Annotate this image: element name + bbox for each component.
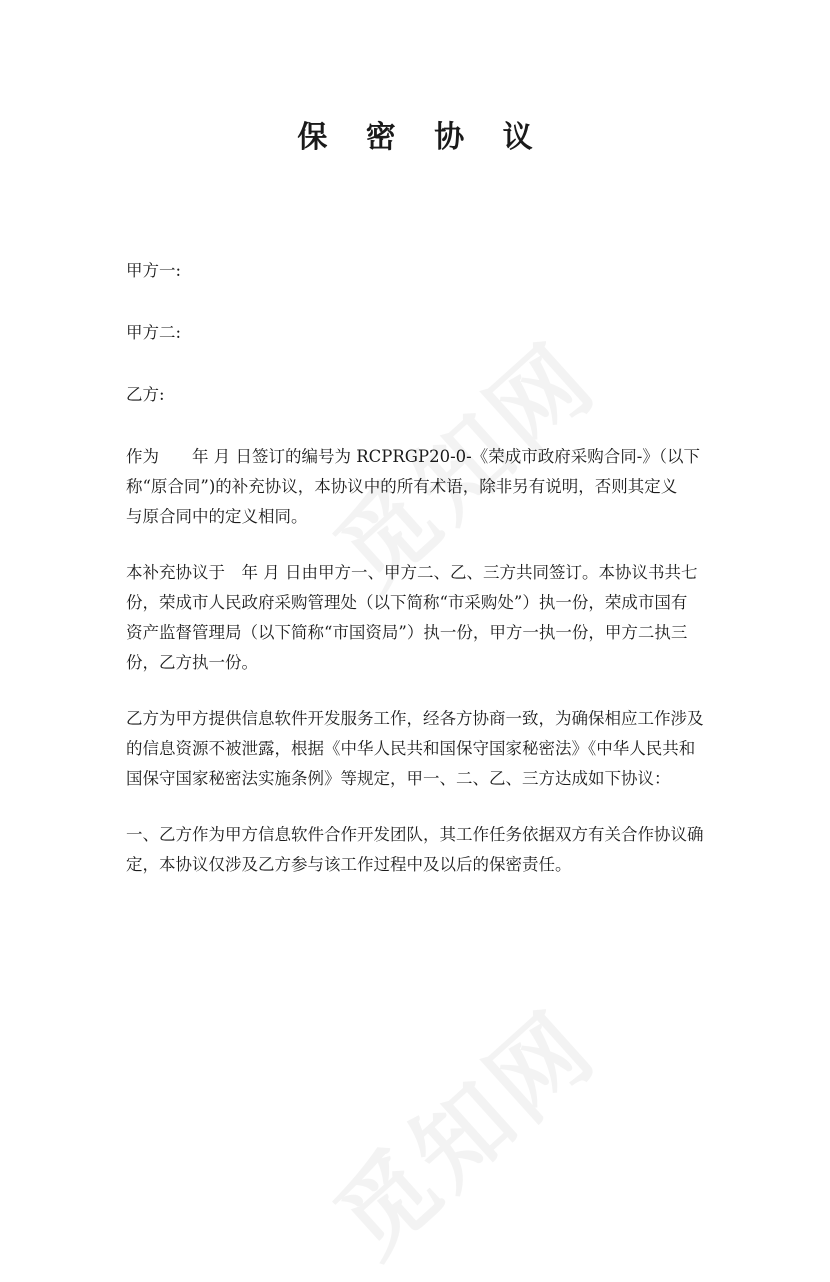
document-body <box>126 256 710 906</box>
party-a1-label: 甲方一: <box>126 261 182 280</box>
paragraph-line: 作为 年 月 日签订的编号为 RCPRGP20-0-《荣成市政府采购合同-》（以下 <box>126 447 701 466</box>
paragraph-basis <box>126 704 710 794</box>
paragraph-line: 乙方为甲方提供信息软件开发服务工作，经各方协商一致，为确保相应工作涉及 <box>126 709 704 728</box>
paragraph-line: 本补充协议于 年 月 日由甲方一、甲方二、乙、三方共同签订。本协议书共七 <box>126 563 698 582</box>
paragraph-line: 份，乙方执一份。 <box>126 653 258 672</box>
paragraph-line: 份，荣成市人民政府采购管理处（以下简称“市采购处”）执一份，荣成市国有 <box>126 593 688 612</box>
paragraph-preamble <box>126 442 710 532</box>
paragraph-signing <box>126 558 710 678</box>
paragraph-line: 定，本协议仅涉及乙方参与该工作过程中及以后的保密责任。 <box>126 855 572 874</box>
paragraph-line: 国保守国家秘密法实施条例》等规定，甲一、二、乙、三方达成如下协议： <box>126 769 671 788</box>
paragraph-clause-1 <box>126 820 710 880</box>
document-title: 保 密 协 议 <box>297 120 547 155</box>
party-a2-label: 甲方二: <box>126 323 182 342</box>
paragraph-line: 与原合同中的定义相同。 <box>126 507 308 526</box>
paragraph-line: 一、乙方作为甲方信息软件合作开发团队，其工作任务依据双方有关合作协议确 <box>126 825 704 844</box>
paragraph-line: 的信息资源不被泄露，根据《中华人民共和国保守国家秘密法》《中华人民共和 <box>126 739 696 758</box>
paragraph-line: 资产监督管理局（以下简称“市国资局”）执一份，甲方一执一份，甲方二执三 <box>126 623 688 642</box>
paragraph-line: 称“原合同”)的补充协议，本协议中的所有术语，除非另有说明，否则其定义 <box>126 477 678 496</box>
party-b-label: 乙方: <box>126 385 165 404</box>
watermark <box>301 975 620 1282</box>
